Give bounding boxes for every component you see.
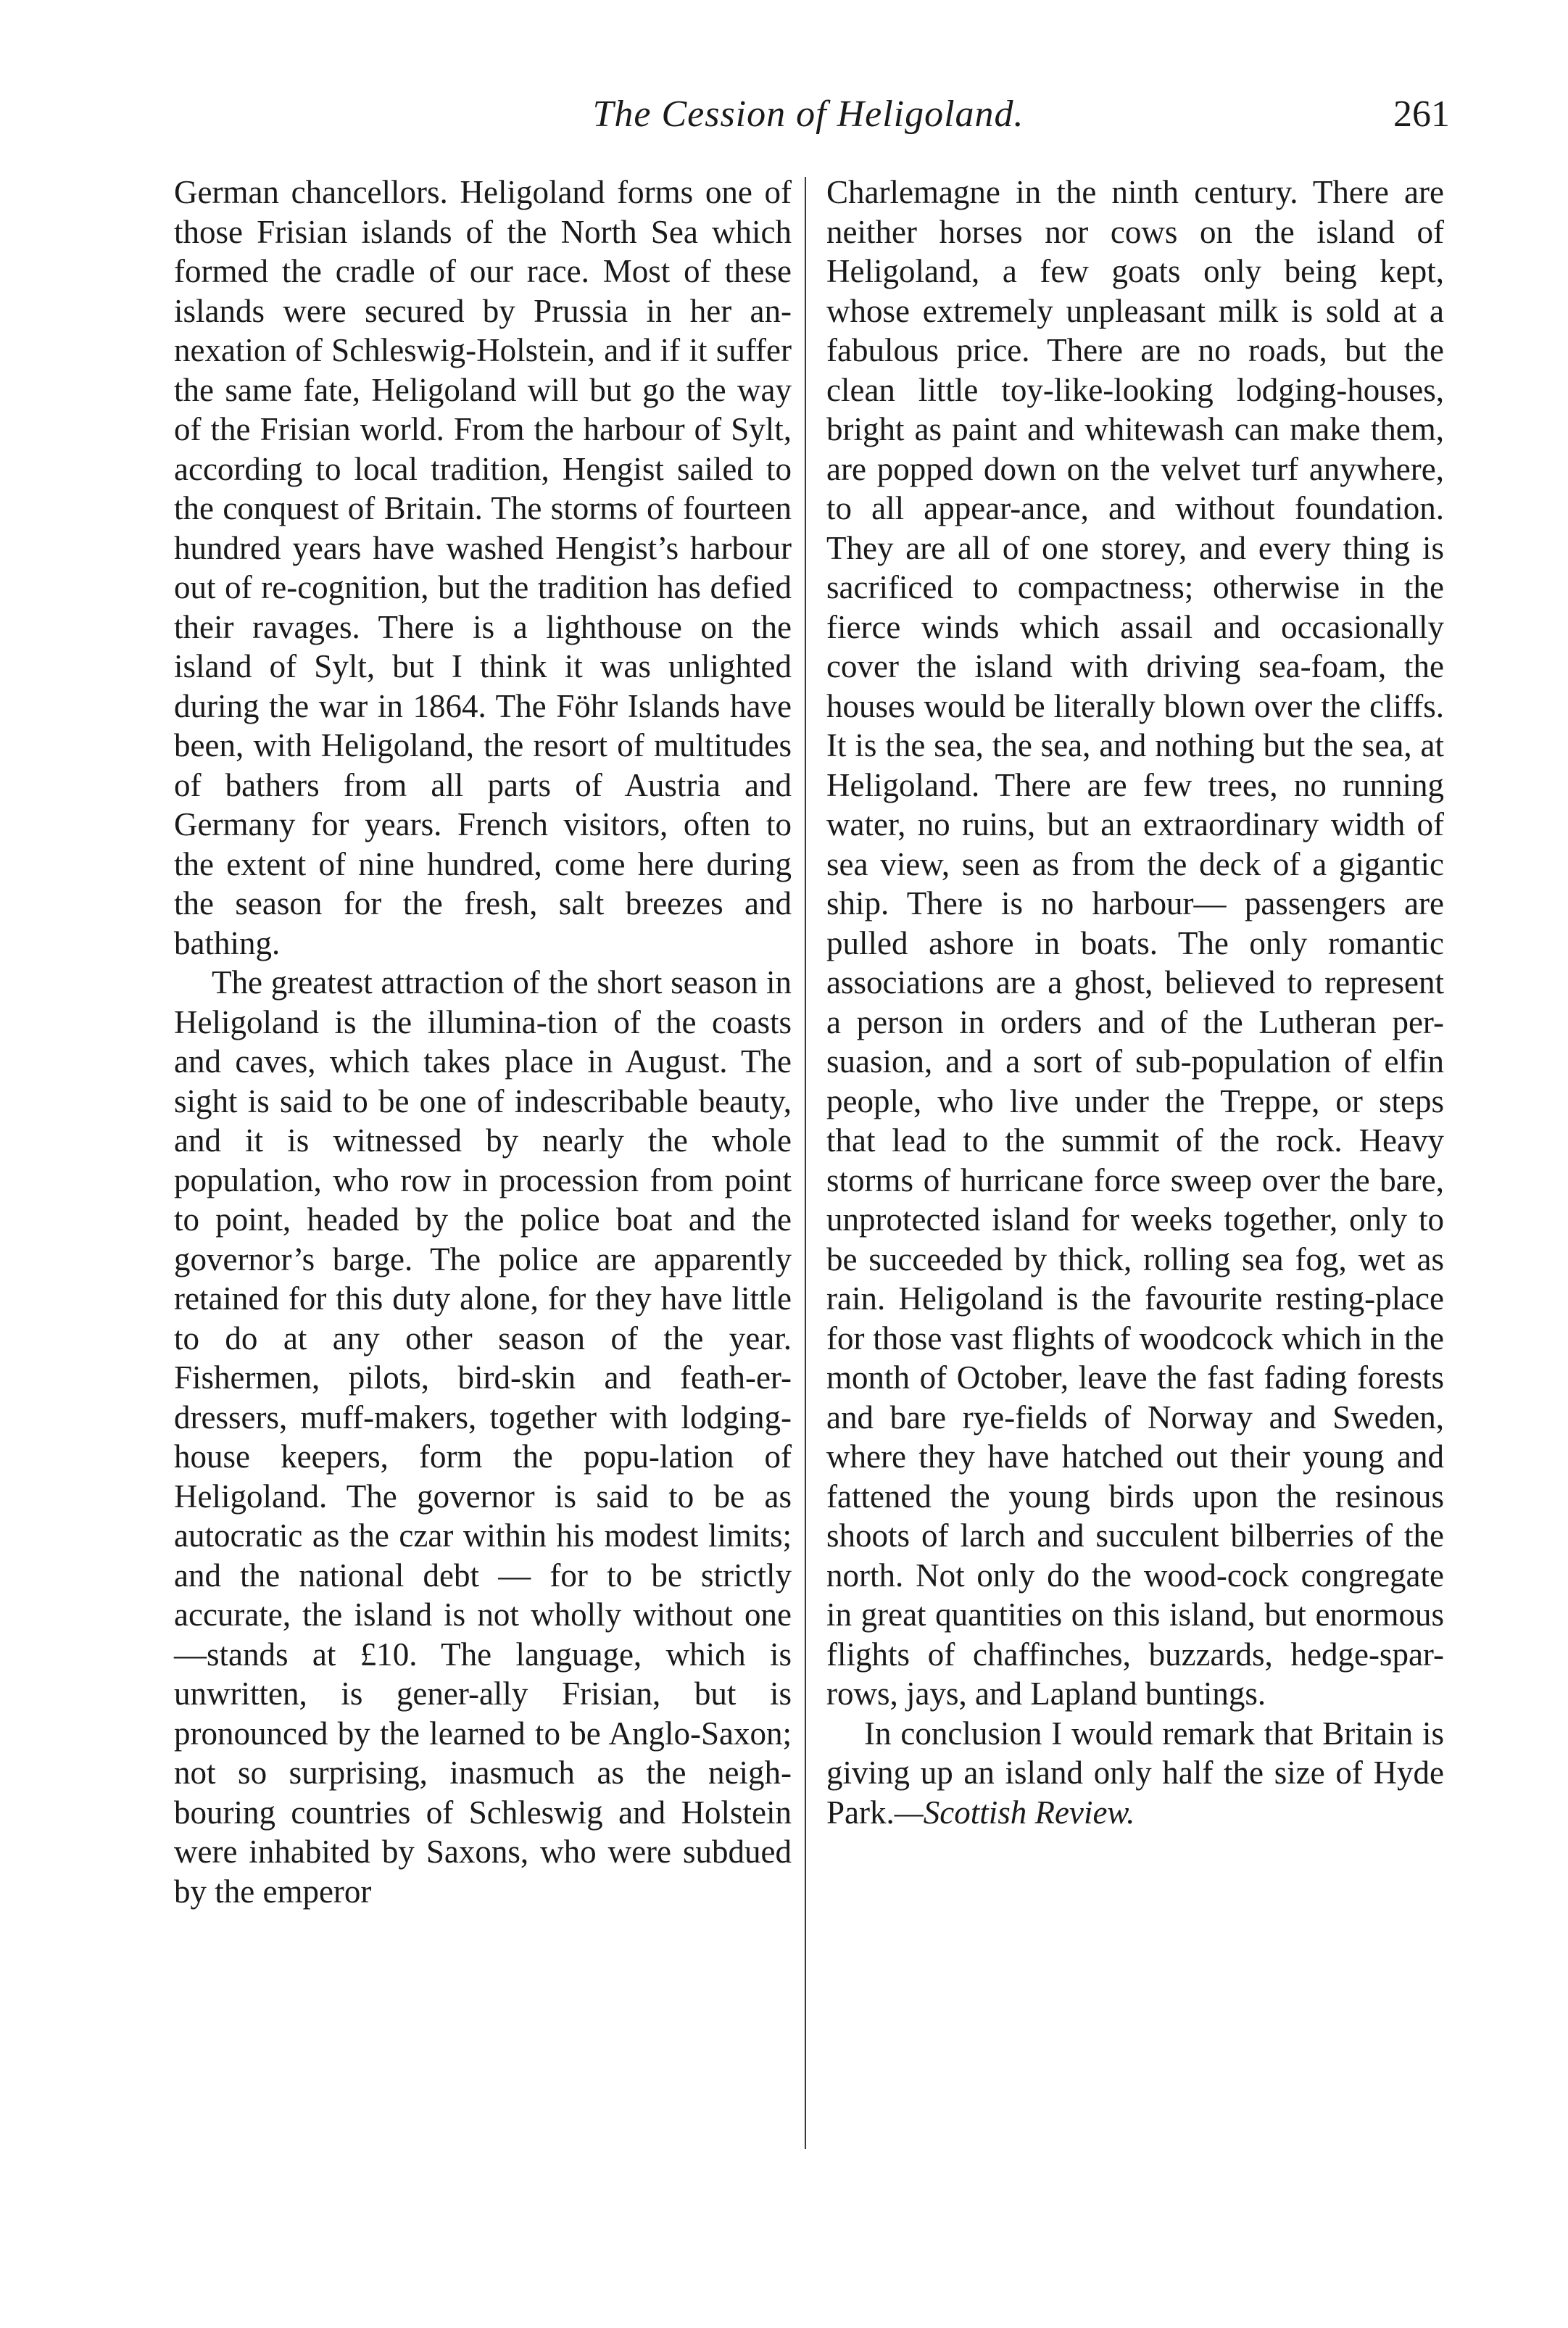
left-paragraph-1: German chancellors. Heligoland forms one of those Frisian islands of the North Sea which formed the cradle of our race. Most of these islands were secured by Prussia in her an-nexation of Schleswig-Holstein, and if it suffer the same fate, Heligoland will but go the way of the Frisian world. From the harbour of Sylt, according to local tradition, Hengist sailed to the conquest of Britain. The storms of fourteen hundred years have washed Hengist’s harbour out of re-cognition, but the tradition has defied their ravages. There is a lighthouse on the island of Sylt, but I think it was unlighted during the war in 1864. The Föhr Islands have been, with Heligoland, the resort of multitudes of bathers from all parts of Austria and Germany for years. French visitors, often to the extent of nine hundred, come here during the season for the fresh, salt breezes and bathing. xyxy=(174,174,792,961)
running-header xyxy=(167,86,1450,144)
source-attribution: —Scottish Review. xyxy=(894,1794,1135,1831)
page-number: 261 xyxy=(1393,94,1450,135)
column-divider xyxy=(805,177,806,2149)
running-title: The Cession of Heligoland. xyxy=(592,94,1024,135)
closing-sentence: In conclusion I would remark that Britain is giving up an island only half the size of Hyde Park. xyxy=(826,1715,1444,1831)
right-column xyxy=(826,173,1444,1832)
right-paragraph-2 xyxy=(826,1714,1444,1833)
right-paragraph-1: Charlemagne in the ninth century. There are neither horses nor cows on the island of Heligoland, a few goats only being kept, whose extremely unpleasant milk is sold at a fabulous price. There are no roads, but the clean little toy-like-looking lodging-houses, bright as paint and whitewash can make them, are popped down on the velvet turf anywhere, to all appear-ance, and without foundation. They are all of one storey, and every thing is sacrificed to compactness; otherwise in the fierce winds which assail and occasionally cover the island with driving sea-foam, the houses would be literally blown over the cliffs. It is the sea, the sea, and nothing but the sea, at Heligoland. There are few trees, no running water, no ruins, but an extraordinary width of sea view, seen as from the deck of a gigantic ship. There is no harbour— passengers are pulled ashore in boats. The only romantic associations are a ghost, believed to represent a person in orders and of the Lutheran per-suasion, and a sort of sub-population of elfin people, who live under the Treppe, or steps that lead to the summit of the rock. Heavy storms of hurricane force sweep over the bare, unprotected island for weeks together, only to be succeeded by thick, rolling sea fog, wet as rain. Heligoland is the favourite resting-place for those vast flights of woodcock which in the month of October, leave the fast fading forests and bare rye-fields of Norway and Sweden, where they have hatched out their young and fattened the young birds upon the resinous shoots of larch and succulent bilberries of the north. Not only do the wood-cock congregate in great quantities on this island, but enormous flights of chaffinches, buzzards, hedge-spar-rows, jays, and Lapland buntings. xyxy=(826,174,1444,1712)
left-paragraph-2: The greatest attraction of the short season in Heligoland is the illumina-tion of the coasts and caves, which takes place in August. The sight is said to be one of indescribable beauty, and it is witnessed by nearly the whole population, who row in procession from point to point, headed by the police boat and the governor’s barge. The police are apparently retained for this duty alone, for they have little to do at any other season of the year. Fishermen, pilots, bird-skin and feath-er-dressers, muff-makers, together with lodging-house keepers, form the popu-lation of Heligoland. The governor is said to be as autocratic as the czar within his modest limits; and the national debt — for to be strictly accurate, the island is not wholly without one—stands at £10. The language, which is unwritten, is gener-ally Frisian, but is pronounced by the learned to be Anglo-Saxon; not so surprising, inasmuch as the neigh-bouring countries of Schleswig and Holstein were inhabited by Saxons, who were subdued by the emperor xyxy=(174,964,792,1910)
left-column xyxy=(174,173,792,1911)
